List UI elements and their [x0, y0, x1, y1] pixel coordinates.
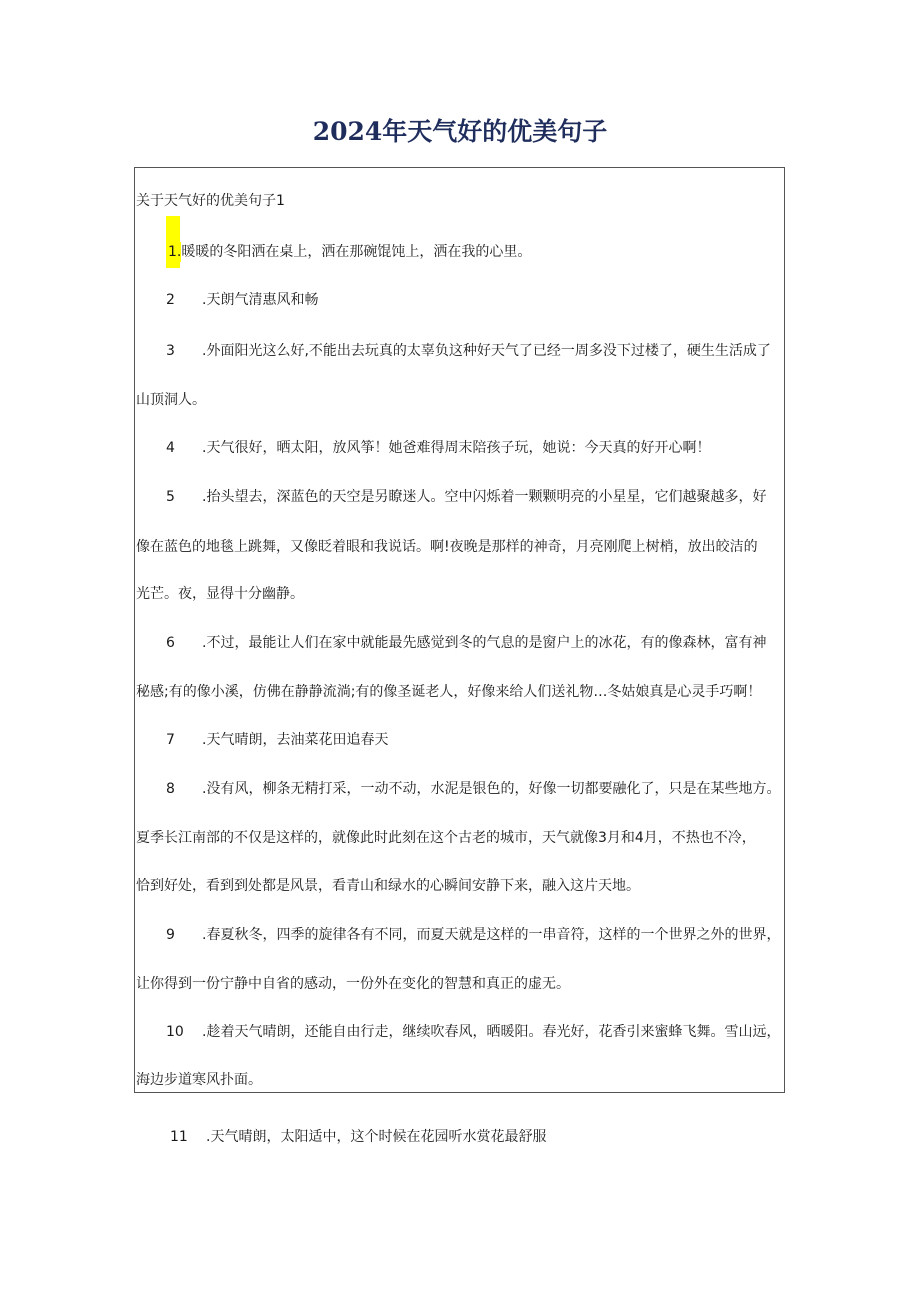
list-item — [166, 633, 784, 653]
list-item — [166, 925, 784, 945]
item-number: 4 — [166, 440, 175, 456]
item-continuation: 夏季长江南部的不仅是这样的，就像此时此刻在这个古老的城市，天气就像3月和4月，不热也不冷， — [136, 830, 756, 846]
page-title: 2024年天气好的优美句子 — [312, 117, 608, 146]
list-item — [166, 487, 784, 507]
item-text: .没有风，柳条无精打采，一动不动，水泥是银色的，好像一切都要融化了，只是在某些地方。 — [202, 781, 781, 797]
list-item — [166, 341, 784, 361]
item-text: .春夏秋冬，四季的旋律各有不同，而夏天就是这样的一串音符，这样的一个世界之外的世界， — [202, 927, 781, 943]
list-item — [166, 1022, 784, 1042]
item-number: 2 — [166, 292, 175, 308]
item-continuation: 恰到好处，看到到处都是风景，看青山和绿水的心瞬间安静下来，融入这片天地。 — [136, 878, 640, 894]
item-number: 7 — [166, 732, 175, 748]
item-number: 11 — [170, 1129, 188, 1145]
section-heading: 关于天气好的优美句子1 — [136, 193, 285, 209]
item-number: 3 — [166, 343, 175, 359]
item-text: .天气晴朗，太阳适中，这个时候在花园听水赏花最舒服 — [206, 1129, 547, 1145]
item-text: .趁着天气晴朗，还能自由行走，继续吹春风，晒暖阳。春光好，花香引来蜜蜂飞舞。雪山远， — [202, 1024, 781, 1040]
item-continuation: 让你得到一份宁静中自省的感动，一份外在变化的智慧和真正的虚无。 — [136, 976, 570, 992]
item-text: 暖暖的冬阳洒在桌上，洒在那碗馄饨上，洒在我的心里。 — [181, 244, 532, 260]
item-continuation: 像在蓝色的地毯上跳舞，又像眨着眼和我说话。啊!夜晚是那样的神奇，月亮刚爬上树梢，放出皎洁的 — [136, 539, 758, 555]
item-continuation: 海边步道寒风扑面。 — [136, 1072, 262, 1088]
item-number: 6 — [166, 635, 175, 651]
item-text: .天朗气清惠风和畅 — [202, 292, 319, 308]
item-text: .天气晴朗，去油菜花田追春天 — [202, 732, 389, 748]
item-continuation: 山顶洞人。 — [136, 392, 206, 408]
item-number: 10 — [166, 1024, 184, 1040]
item-text: .不过，最能让人们在家中就能最先感觉到冬的气息的是窗户上的冰花，有的像森林，富有神 — [202, 635, 767, 651]
item-number: 8 — [166, 781, 175, 797]
item-number: 1. — [168, 244, 182, 260]
list-item — [166, 779, 784, 799]
item-text: .抬头望去，深蓝色的天空是另瞭迷人。空中闪烁着一颗颗明亮的小星星，它们越聚越多，好 — [202, 489, 767, 505]
item-number: 9 — [166, 927, 175, 943]
item-number: 5 — [166, 489, 175, 505]
item-continuation: 光芒。夜，显得十分幽静。 — [136, 586, 304, 602]
item-continuation: 秘感;有的像小溪，仿佛在静静流淌;有的像圣诞老人，好像来给人们送礼物…冬姑娘真是心灵手巧啊！ — [136, 684, 762, 700]
item-text: .天气很好，晒太阳，放风筝！她爸难得周末陪孩子玩，她说：今天真的好开心啊！ — [202, 440, 711, 456]
list-item — [166, 730, 784, 750]
list-item — [170, 1127, 788, 1147]
list-item — [166, 242, 784, 262]
list-item — [166, 290, 784, 310]
list-item — [166, 438, 784, 458]
item-text: .外面阳光这么好,不能出去玩真的太辜负这种好天气了已经一周多没下过楼了，硬生生活成了 — [202, 343, 771, 359]
